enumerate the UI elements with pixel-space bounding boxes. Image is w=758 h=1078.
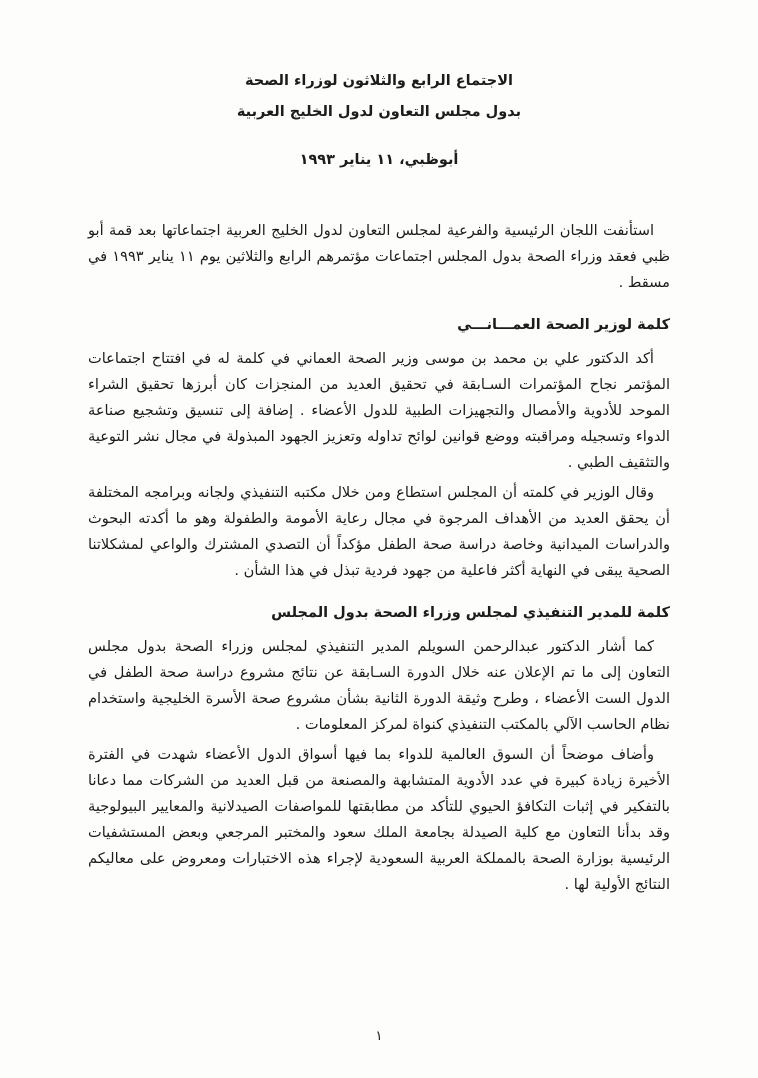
document-title-line2: بدول مجلس التعاون لدول الخليج العربية (236, 104, 522, 120)
intro-paragraph: استأنفت اللجان الرئيسية والفرعية لمجلس التعاون لدول الخليج العربية اجتماعاتها بعد قمة أبو ظبي فعقد وزراء الصحة بدول المجلس اجتماعات مؤتمرهم الرابع والثلاثين يوم ١١ يناير ١٩٩٣ في مسقط . (88, 222, 671, 291)
section-2-paragraph-1: كما أشار الدكتور عبدالرحمن السويلم المدير التنفيذي لمجلس وزراء الصحة بدول مجلس التعاون إلى ما تم الإعلان عنه خلال الدورة السـابقة عن نتائج مشروع دراسة صحة الطفل في الدول الست الأعضاء ، وطرح وثيقة الدورة الثانية بشأن مشروع صحة الأسرة الخليجية واستخدام نظام الحاسب الآلي بالمكتب التنفيذي كنواة لمركز المعلومات . (88, 638, 670, 733)
document-date: أبوظبي، ١١ يناير ١٩٩٣ (299, 152, 459, 168)
page-number: ١ (375, 1028, 383, 1044)
section-2-paragraph-2: وأضاف موضحاً أن السوق العالمية للدواء بما فيها أسواق الدول الأعضاء شهدت في الفترة الأخيرة زيادة كبيرة في عدد الأدوية المتشابهة والمصنعة من قبل العديد من الشركات مما دعانا بالتفكير في إثبات التكافؤ الحيوي للتأكد من مطابقتها للمواصفات الصيدلانية والمعايير البيولوجية وقد بدأنا التعاون مع كلية الصيدلة بجامعة الملك سعود والمختبر المرجعي وبعض المستشفيات الرئيسية بوزارة الصحة بالمملكة العربية السعودية لإجراء هذه الاختبارات ومعروض على معاليكم النتائج الأولية لها . (88, 746, 670, 893)
section-heading-executive-director: كلمة للمدير التنفيذي لمجلس وزراء الصحة بدول المجلس (271, 605, 670, 621)
document-title-line1: الاجتماع الرابع والثلاثون لوزراء الصحة (245, 73, 513, 89)
section-heading-omani-health-minister: كلمة لوزير الصحة العمـــانـــي (457, 317, 670, 333)
section-1-paragraph-2: وقال الوزير في كلمته أن المجلس استطاع ومن خلال مكتبه التنفيذي ولجانه وبرامجه المختلفة أن يحقق العديد من الأهداف المرجوة في مجال رعاية الأمومة والطفولة وهو ما أكدته البحوث والدراسات الميدانية وخاصة دراسة صحة الطفل مؤكداً أن التصدي المشترك والواعي لمشكلاتنا الصحية يبقى في النهاية أكثر فاعلية من جهود فردية تبذل في هذا الشأن . (88, 484, 670, 579)
document-body (88, 218, 670, 898)
document-header (88, 66, 670, 168)
section-1-paragraph-1: أكد الدكتور علي بن محمد بن موسى وزير الصحة العماني في كلمة له في افتتاح اجتماعات المؤتمر نجاح المؤتمرات السـابقة في تحقيق العديد من المنجزات كان أبرزها تحقيق الشراء الموحد للأدوية والأمصال والتجهيزات الطبية للدول الأعضاء . إضافة إلى تنسيق وتشجيع صناعة الدواء وتسجيله ومراقبته ووضع قوانين لوائح تداوله وتعزيز الجهود المبذولة في مجال نشر التوعية والتثقيف الطبي . (88, 350, 670, 471)
